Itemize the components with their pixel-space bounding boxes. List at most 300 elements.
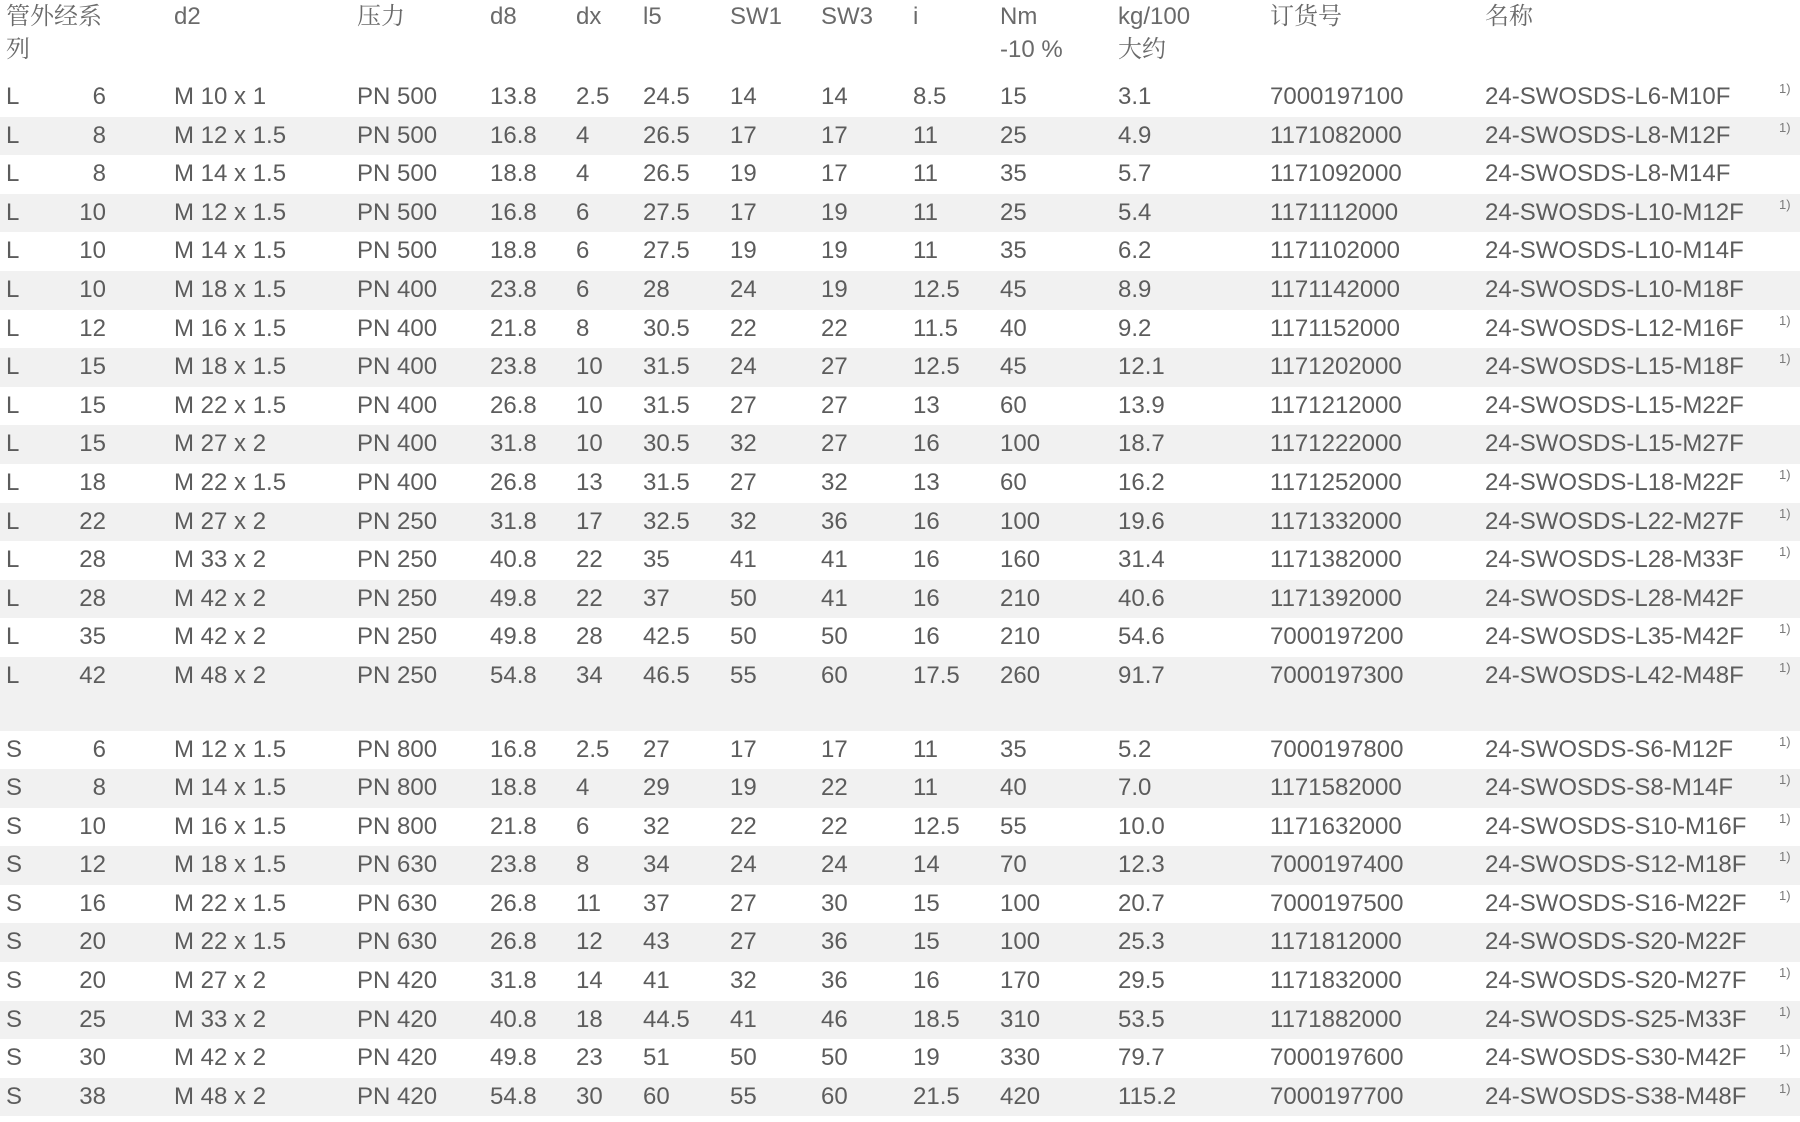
cell-od: 38 (79, 1082, 106, 1110)
cell-i: 14 (913, 851, 940, 879)
cell-pressure: PN 400 (357, 314, 438, 342)
cell-sw1: 17 (730, 735, 757, 763)
footnote-marker: 1) (1779, 1042, 1791, 1058)
cell-od: 10 (79, 198, 106, 226)
cell-sw3: 22 (821, 774, 848, 802)
footnote-marker: 1) (1779, 312, 1791, 328)
cell-pressure: PN 630 (357, 889, 438, 917)
cell-sw3: 41 (821, 546, 848, 574)
cell-sw3: 19 (821, 198, 848, 226)
cell-series: S (6, 735, 23, 763)
table-row (0, 271, 1800, 310)
cell-d8: 23.8 (490, 851, 537, 879)
cell-series: L (6, 507, 20, 535)
cell-sw3: 17 (821, 121, 848, 149)
cell-kg: 31.4 (1118, 546, 1165, 574)
cell-name: 24-SWOSDS-S25-M33F (1485, 1005, 1747, 1033)
footnote-marker: 1) (1779, 733, 1791, 749)
cell-nm: 55 (1000, 812, 1027, 840)
cell-pressure: PN 800 (357, 774, 438, 802)
cell-dx: 6 (576, 812, 590, 840)
cell-nm: 15 (1000, 83, 1027, 110)
table-row (0, 425, 1800, 464)
cell-d2: M 14 x 1.5 (174, 237, 287, 265)
cell-nm: 45 (1000, 353, 1027, 381)
cell-d8: 49.8 (490, 584, 537, 612)
header-d8: d8 (490, 3, 517, 30)
cell-i: 16 (913, 507, 940, 535)
cell-sw1: 27 (730, 468, 757, 496)
cell-dx: 2.5 (576, 83, 610, 110)
cell-name: 24-SWOSDS-S20-M27F (1485, 967, 1747, 995)
cell-series: S (6, 851, 23, 879)
cell-name: 24-SWOSDS-L15-M27F (1485, 430, 1744, 458)
cell-pressure: PN 250 (357, 546, 438, 574)
cell-dx: 23 (576, 1044, 603, 1072)
cell-name: 24-SWOSDS-L18-M22F (1485, 468, 1744, 496)
cell-series: L (6, 237, 20, 265)
cell-sw1: 55 (730, 1082, 757, 1110)
cell-l5: 27.5 (643, 198, 690, 226)
cell-sw3: 60 (821, 661, 848, 689)
cell-series: S (6, 889, 23, 917)
cell-d8: 26.8 (490, 468, 537, 496)
cell-series: L (6, 83, 20, 110)
footnote-marker: 1) (1779, 119, 1791, 135)
cell-i: 11 (913, 735, 938, 763)
cell-l5: 34 (643, 851, 670, 879)
footnote-marker: 1) (1779, 196, 1791, 212)
cell-kg: 79.7 (1118, 1044, 1165, 1072)
cell-d8: 40.8 (490, 1005, 537, 1033)
cell-od: 15 (79, 353, 106, 381)
cell-od: 12 (79, 851, 106, 879)
table-row (0, 348, 1800, 387)
cell-od: 10 (79, 237, 106, 265)
cell-od: 8 (92, 121, 106, 149)
cell-i: 11 (913, 160, 938, 188)
table-row (0, 232, 1800, 271)
cell-sw1: 24 (730, 851, 757, 879)
cell-sw1: 27 (730, 928, 757, 956)
cell-nm: 310 (1000, 1005, 1041, 1033)
cell-dx: 17 (576, 507, 603, 535)
cell-d8: 26.8 (490, 391, 537, 419)
cell-d8: 31.8 (490, 967, 537, 995)
cell-sw1: 24 (730, 275, 757, 303)
cell-d2: M 12 x 1.5 (174, 198, 287, 226)
cell-l5: 43 (643, 928, 670, 956)
table-header (0, 0, 1800, 74)
table-row (0, 155, 1800, 194)
cell-kg: 25.3 (1118, 928, 1165, 956)
footnote-marker: 1) (1779, 849, 1791, 865)
cell-dx: 6 (576, 237, 590, 265)
table-body (0, 78, 1800, 1116)
footnote-marker: 1) (1779, 965, 1791, 981)
cell-d2: M 27 x 2 (174, 967, 267, 995)
cell-od: 16 (79, 889, 106, 917)
cell-series: L (6, 160, 20, 188)
cell-d2: M 14 x 1.5 (174, 774, 287, 802)
footnote-marker: 1) (1779, 772, 1791, 788)
cell-sw1: 17 (730, 121, 757, 149)
cell-name: 24-SWOSDS-L10-M14F (1485, 237, 1744, 265)
cell-series: L (6, 353, 20, 381)
cell-order: 7000197100 (1270, 83, 1404, 110)
cell-dx: 34 (576, 661, 603, 689)
cell-i: 16 (913, 623, 940, 651)
cell-i: 16 (913, 584, 940, 612)
cell-name: 24-SWOSDS-S30-M42F (1485, 1044, 1747, 1072)
cell-d8: 23.8 (490, 353, 537, 381)
cell-od: 10 (79, 812, 106, 840)
cell-nm: 25 (1000, 121, 1027, 149)
header-series: 管外经系 列 (6, 3, 102, 63)
cell-nm: 100 (1000, 889, 1041, 917)
cell-od: 20 (79, 928, 106, 956)
cell-pressure: PN 800 (357, 812, 438, 840)
cell-sw1: 19 (730, 237, 757, 265)
cell-order: 1171102000 (1270, 237, 1400, 265)
cell-i: 16 (913, 967, 940, 995)
cell-series: L (6, 661, 20, 689)
cell-sw3: 19 (821, 275, 848, 303)
cell-kg: 53.5 (1118, 1005, 1165, 1033)
cell-d2: M 18 x 1.5 (174, 851, 287, 879)
cell-i: 11 (913, 198, 938, 226)
cell-d8: 31.8 (490, 430, 537, 458)
cell-sw3: 19 (821, 237, 848, 265)
cell-d2: M 48 x 2 (174, 1082, 267, 1110)
table-row (0, 885, 1800, 924)
cell-i: 16 (913, 546, 940, 574)
cell-d2: M 33 x 2 (174, 1005, 267, 1033)
cell-kg: 12.3 (1118, 851, 1165, 879)
cell-pressure: PN 250 (357, 584, 438, 612)
cell-order: 1171332000 (1270, 507, 1402, 535)
cell-l5: 31.5 (643, 391, 690, 419)
cell-nm: 25 (1000, 198, 1027, 226)
cell-d8: 31.8 (490, 507, 537, 535)
cell-name: 24-SWOSDS-S10-M16F (1485, 812, 1747, 840)
cell-nm: 210 (1000, 584, 1041, 612)
cell-sw1: 32 (730, 430, 757, 458)
cell-i: 12.5 (913, 353, 960, 381)
cell-dx: 8 (576, 851, 590, 879)
cell-sw3: 30 (821, 889, 848, 917)
cell-od: 35 (79, 623, 106, 651)
cell-sw1: 50 (730, 584, 757, 612)
cell-sw3: 50 (821, 623, 848, 651)
cell-name: 24-SWOSDS-L42-M48F (1485, 661, 1744, 689)
cell-pressure: PN 400 (357, 430, 438, 458)
header-dx: dx (576, 3, 602, 30)
cell-name: 24-SWOSDS-L10-M18F (1485, 275, 1744, 303)
cell-nm: 420 (1000, 1082, 1041, 1110)
cell-nm: 35 (1000, 735, 1027, 763)
cell-od: 8 (92, 774, 106, 802)
table-row (0, 769, 1800, 808)
footnote-marker: 1) (1779, 659, 1791, 675)
cell-d8: 26.8 (490, 928, 537, 956)
cell-sw1: 22 (730, 314, 757, 342)
cell-pressure: PN 630 (357, 851, 438, 879)
cell-l5: 26.5 (643, 121, 690, 149)
cell-nm: 160 (1000, 546, 1041, 574)
cell-dx: 6 (576, 275, 590, 303)
cell-kg: 40.6 (1118, 584, 1165, 612)
cell-sw3: 32 (821, 468, 848, 496)
header-l5: l5 (643, 3, 662, 30)
cell-order: 1171582000 (1270, 774, 1402, 802)
cell-dx: 30 (576, 1082, 603, 1110)
cell-order: 1171212000 (1270, 391, 1402, 419)
cell-d2: M 18 x 1.5 (174, 275, 287, 303)
cell-name: 24-SWOSDS-L22-M27F (1485, 507, 1744, 535)
header-nm: Nm -10 % (1000, 3, 1063, 63)
cell-d8: 23.8 (490, 275, 537, 303)
cell-nm: 170 (1000, 967, 1041, 995)
cell-nm: 40 (1000, 774, 1027, 802)
cell-l5: 28 (643, 275, 670, 303)
cell-od: 8 (92, 160, 106, 188)
cell-l5: 51 (643, 1044, 670, 1072)
cell-l5: 46.5 (643, 661, 690, 689)
cell-d2: M 27 x 2 (174, 507, 267, 535)
cell-dx: 2.5 (576, 735, 610, 763)
cell-dx: 18 (576, 1005, 603, 1033)
cell-series: S (6, 928, 23, 956)
cell-dx: 10 (576, 353, 603, 381)
cell-kg: 9.2 (1118, 314, 1152, 342)
cell-pressure: PN 420 (357, 1082, 438, 1110)
table-row (0, 1078, 1800, 1117)
table-row (0, 464, 1800, 503)
cell-d8: 18.8 (490, 237, 537, 265)
cell-i: 11 (913, 774, 938, 802)
cell-series: L (6, 391, 20, 419)
cell-kg: 8.9 (1118, 275, 1152, 303)
cell-d2: M 16 x 1.5 (174, 314, 287, 342)
cell-pressure: PN 400 (357, 353, 438, 381)
cell-sw3: 17 (821, 735, 848, 763)
cell-i: 13 (913, 391, 940, 419)
cell-name: 24-SWOSDS-L15-M18F (1485, 353, 1744, 381)
table-row (0, 310, 1800, 349)
cell-series: L (6, 121, 20, 149)
cell-d2: M 22 x 1.5 (174, 928, 287, 956)
cell-kg: 5.4 (1118, 198, 1152, 226)
cell-dx: 10 (576, 430, 603, 458)
cell-series: S (6, 1005, 23, 1033)
cell-l5: 27 (643, 735, 670, 763)
cell-nm: 100 (1000, 430, 1041, 458)
cell-kg: 91.7 (1118, 661, 1165, 689)
cell-pressure: PN 250 (357, 661, 438, 689)
cell-dx: 6 (576, 198, 590, 226)
cell-i: 19 (913, 1044, 940, 1072)
cell-pressure: PN 500 (357, 198, 438, 226)
footnote-marker: 1) (1779, 351, 1791, 367)
cell-dx: 22 (576, 584, 603, 612)
cell-d2: M 22 x 1.5 (174, 889, 287, 917)
cell-d2: M 42 x 2 (174, 584, 267, 612)
cell-d2: M 12 x 1.5 (174, 121, 287, 149)
cell-i: 12.5 (913, 812, 960, 840)
cell-nm: 60 (1000, 391, 1027, 419)
cell-name: 24-SWOSDS-S12-M18F (1485, 851, 1747, 879)
cell-series: S (6, 812, 23, 840)
cell-i: 13 (913, 468, 940, 496)
cell-l5: 35 (643, 546, 670, 574)
cell-sw3: 17 (821, 160, 848, 188)
cell-dx: 10 (576, 391, 603, 419)
table-row (0, 962, 1800, 1001)
cell-name: 24-SWOSDS-L35-M42F (1485, 623, 1744, 651)
cell-od: 15 (79, 430, 106, 458)
cell-sw3: 27 (821, 353, 848, 381)
cell-od: 18 (79, 468, 106, 496)
cell-od: 6 (92, 735, 106, 763)
cell-order: 1171082000 (1270, 121, 1402, 149)
cell-d2: M 22 x 1.5 (174, 468, 287, 496)
cell-d2: M 48 x 2 (174, 661, 267, 689)
cell-sw3: 41 (821, 584, 848, 612)
cell-l5: 29 (643, 774, 670, 802)
cell-kg: 29.5 (1118, 967, 1165, 995)
cell-dx: 8 (576, 314, 590, 342)
cell-kg: 54.6 (1118, 623, 1165, 651)
cell-od: 25 (79, 1005, 106, 1033)
cell-sw1: 50 (730, 1044, 757, 1072)
cell-name: 24-SWOSDS-L8-M12F (1485, 121, 1731, 149)
cell-order: 1171882000 (1270, 1005, 1402, 1033)
cell-name: 24-SWOSDS-S16-M22F (1485, 889, 1747, 917)
cell-sw3: 24 (821, 851, 848, 879)
cell-sw1: 55 (730, 661, 757, 689)
cell-name: 24-SWOSDS-L8-M14F (1485, 160, 1731, 188)
cell-d8: 49.8 (490, 623, 537, 651)
cell-l5: 31.5 (643, 353, 690, 381)
table-row (0, 657, 1800, 696)
cell-d8: 26.8 (490, 889, 537, 917)
cell-od: 10 (79, 275, 106, 303)
cell-name: 24-SWOSDS-S6-M12F (1485, 735, 1734, 763)
cell-series: S (6, 1082, 23, 1110)
cell-name: 24-SWOSDS-S8-M14F (1485, 774, 1734, 802)
cell-l5: 30.5 (643, 430, 690, 458)
cell-pressure: PN 420 (357, 1044, 438, 1072)
cell-l5: 30.5 (643, 314, 690, 342)
cell-nm: 100 (1000, 507, 1041, 535)
cell-nm: 210 (1000, 623, 1041, 651)
cell-order: 1171832000 (1270, 967, 1402, 995)
cell-l5: 41 (643, 967, 670, 995)
footnote-marker: 1) (1779, 81, 1791, 96)
cell-order: 7000197600 (1270, 1044, 1404, 1072)
cell-pressure: PN 250 (357, 507, 438, 535)
cell-sw3: 46 (821, 1005, 848, 1033)
cell-d8: 16.8 (490, 198, 537, 226)
cell-name: 24-SWOSDS-L28-M42F (1485, 584, 1744, 612)
cell-order: 1171812000 (1270, 928, 1402, 956)
cell-kg: 13.9 (1118, 391, 1165, 419)
table-row (0, 923, 1800, 962)
cell-sw1: 17 (730, 198, 757, 226)
cell-series: L (6, 198, 20, 226)
header-name: 名称 (1485, 3, 1533, 30)
cell-kg: 20.7 (1118, 889, 1165, 917)
cell-d2: M 22 x 1.5 (174, 391, 287, 419)
cell-d2: M 10 x 1 (174, 83, 267, 110)
table-row (0, 503, 1800, 542)
cell-kg: 7.0 (1118, 774, 1152, 802)
cell-series: S (6, 967, 23, 995)
cell-d2: M 42 x 2 (174, 1044, 267, 1072)
cell-series: L (6, 468, 20, 496)
cell-l5: 31.5 (643, 468, 690, 496)
table-row (0, 731, 1800, 770)
cell-sw3: 36 (821, 967, 848, 995)
cell-i: 11 (913, 121, 938, 149)
header-order: 订货号 (1270, 3, 1342, 30)
cell-sw3: 27 (821, 391, 848, 419)
cell-pressure: PN 400 (357, 468, 438, 496)
cell-dx: 12 (576, 928, 603, 956)
cell-dx: 4 (576, 121, 590, 149)
cell-order: 1171632000 (1270, 812, 1402, 840)
cell-sw1: 27 (730, 391, 757, 419)
cell-series: S (6, 774, 23, 802)
cell-l5: 27.5 (643, 237, 690, 265)
cell-series: L (6, 275, 20, 303)
cell-pressure: PN 420 (357, 1005, 438, 1033)
cell-sw3: 27 (821, 430, 848, 458)
header-d2: d2 (174, 3, 201, 30)
cell-d2: M 18 x 1.5 (174, 353, 287, 381)
cell-kg: 16.2 (1118, 468, 1165, 496)
footnote-marker: 1) (1779, 1003, 1791, 1019)
cell-sw1: 32 (730, 507, 757, 535)
cell-l5: 32.5 (643, 507, 690, 535)
cell-name: 24-SWOSDS-L28-M33F (1485, 546, 1744, 574)
cell-d8: 40.8 (490, 546, 537, 574)
cell-od: 30 (79, 1044, 106, 1072)
table-row (0, 194, 1800, 233)
table-row (0, 808, 1800, 847)
cell-kg: 5.7 (1118, 160, 1152, 188)
cell-dx: 4 (576, 160, 590, 188)
cell-d2: M 14 x 1.5 (174, 160, 287, 188)
group-separator (0, 696, 1800, 731)
cell-pressure: PN 400 (357, 391, 438, 419)
cell-kg: 19.6 (1118, 507, 1165, 535)
cell-sw3: 22 (821, 812, 848, 840)
cell-order: 1171222000 (1270, 430, 1402, 458)
cell-kg: 115.2 (1118, 1082, 1177, 1110)
cell-dx: 22 (576, 546, 603, 574)
cell-order: 1171142000 (1270, 275, 1400, 303)
cell-name: 24-SWOSDS-L12-M16F (1485, 314, 1744, 342)
cell-order: 1171252000 (1270, 468, 1402, 496)
cell-od: 12 (79, 314, 106, 342)
cell-l5: 37 (643, 889, 670, 917)
cell-sw1: 50 (730, 623, 757, 651)
cell-kg: 18.7 (1118, 430, 1165, 458)
cell-l5: 32 (643, 812, 670, 840)
cell-d2: M 27 x 2 (174, 430, 267, 458)
